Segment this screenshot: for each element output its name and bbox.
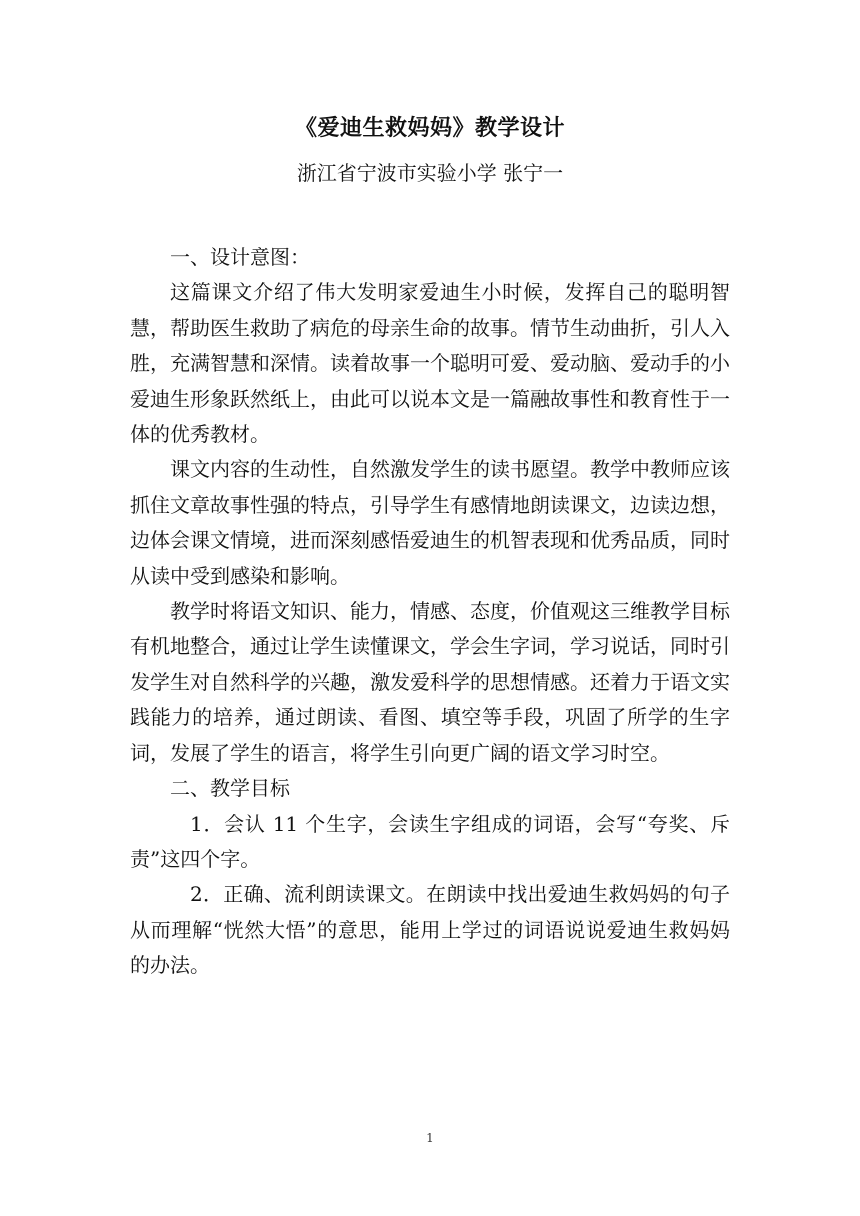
goal-item-2: 2．正确、流利朗读课文。在朗读中找出爱迪生救妈妈的句子从而理解“恍然大悟”的意思，能用上学过的词语说说爱迪生救妈妈的办法。 — [130, 882, 730, 978]
paragraph-integration: 教学时将语文知识、能力，情感、态度，价值观这三维教学目标有机地整合，通过让学生读懂课文，学会生字词，学习说话，同时引发学生对自然科学的兴趣，激发爱科学的思想情感。还着力于语文实践能力的培养，通过朗读、看图、填空等手段，巩固了所学的生字词，发展了学生的语言，将学生引向更广阔的语文学习时空。 — [130, 599, 730, 765]
document-title: 《爱迪生救妈妈》教学设计 — [294, 115, 565, 141]
document-author: 浙江省宁波市实验小学 张宁一 — [296, 161, 564, 185]
page-number: 1 — [426, 1131, 434, 1145]
document-body — [130, 240, 730, 984]
paragraph-motivation: 课文内容的生动性，自然激发学生的读书愿望。教学中教师应该抓住文章故事性强的特点，引导学生有感情地朗读课文，边读边想，边体会课文情境，进而深刻感悟爱迪生的机智表现和优秀品质，同时从读中受到感染和影响。 — [130, 457, 730, 588]
section-heading-design-intent: 一、设计意图： — [170, 245, 310, 269]
goal-item-1: 1．会认 11 个生字，会读生字组成的词语，会写“夸奖、斥责”这四个字。 — [130, 811, 730, 871]
paragraph-intro: 这篇课文介绍了伟大发明家爱迪生小时候，发挥自己的聪明智慧，帮助医生救助了病危的母亲生命的故事。情节生动曲折，引人入胜，充满智慧和深情。读着故事一个聪明可爱、爱动脑、爱动手的小爱迪生形象跃然纸上，由此可以说本文是一篇融故事性和教育性于一体的优秀教材。 — [130, 280, 730, 447]
section-heading-teaching-goals: 二、教学目标 — [170, 776, 290, 801]
